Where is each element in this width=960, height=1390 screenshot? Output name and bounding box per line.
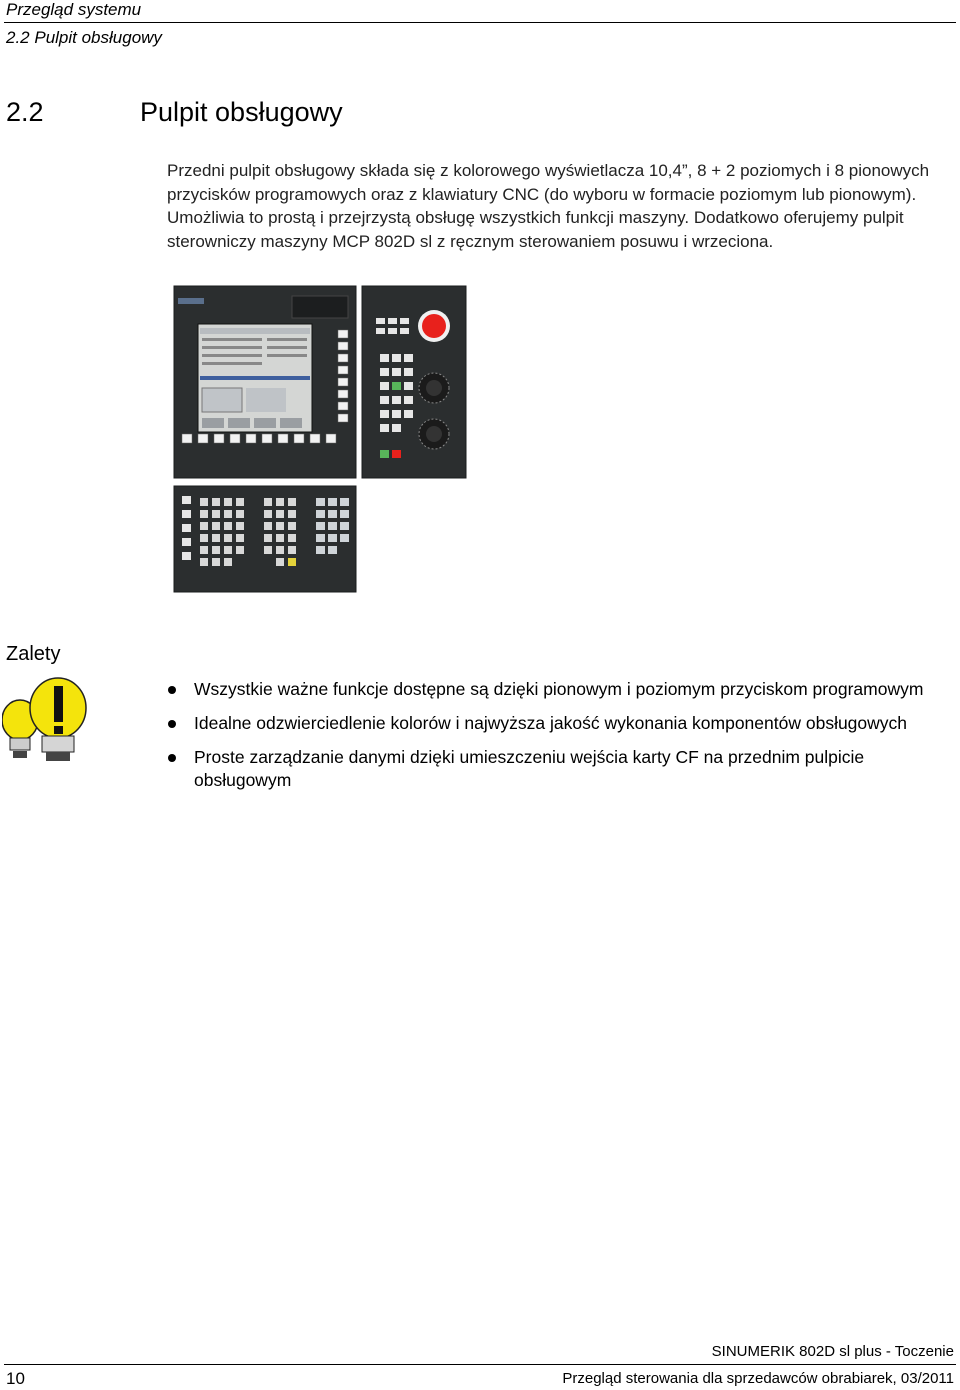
advantages-label: Zalety [6,643,61,665]
list-item [164,678,944,701]
advantages-list [164,678,944,803]
bullet-icon [168,686,176,694]
list-item [164,746,944,792]
header-rule [4,22,956,23]
intro-paragraph: Przedni pulpit obsługowy składa się z kolorowego wyświetlacza 10,4”, 8 + 2 poziomych i 8 pionowych przycisków programowych oraz z klawiatury CNC (do wyboru w formacie poziomym lub pionowym). Umożliwia to prostą i przejrzystą obsługę wszystkich funkcji maszyny. Dodatkowo oferujemy pulpit sterowniczy maszyny MCP 802D sl z ręcznym sterowaniem posuwu i wrzeciona. [167,161,930,251]
list-item [164,712,944,735]
running-header-section: 2.2 Pulpit obsługowy [6,28,162,47]
section-heading [6,97,343,128]
bullet-icon [168,720,176,728]
machine-control-panel [362,286,466,478]
section-number: 2.2 [6,97,44,127]
list-item-text: Wszystkie ważne funkcje dostępne są dzięki pionowym i poziomym przyciskom programowym [194,679,924,699]
footer-rule [4,1364,956,1365]
section-title: Pulpit obsługowy [140,97,343,127]
operator-panel-illustration [172,284,468,596]
bullet-icon [168,754,176,762]
footer-product: SINUMERIK 802D sl plus - Toczenie [711,1343,954,1360]
page-number: 10 [6,1369,25,1388]
lightbulb-icon [2,676,88,764]
list-item-text: Proste zarządzanie danymi dzięki umieszczeniu wejścia karty CF na przednim pulpicie obsługowym [194,747,865,790]
footer-document: Przegląd sterowania dla sprzedawców obrabiarek, 03/2011 [562,1370,954,1387]
running-header-chapter: Przegląd systemu [6,0,142,19]
list-item-text: Idealne odzwierciedlenie kolorów i najwyższa jakość wykonania komponentów obsługowych [194,713,908,733]
